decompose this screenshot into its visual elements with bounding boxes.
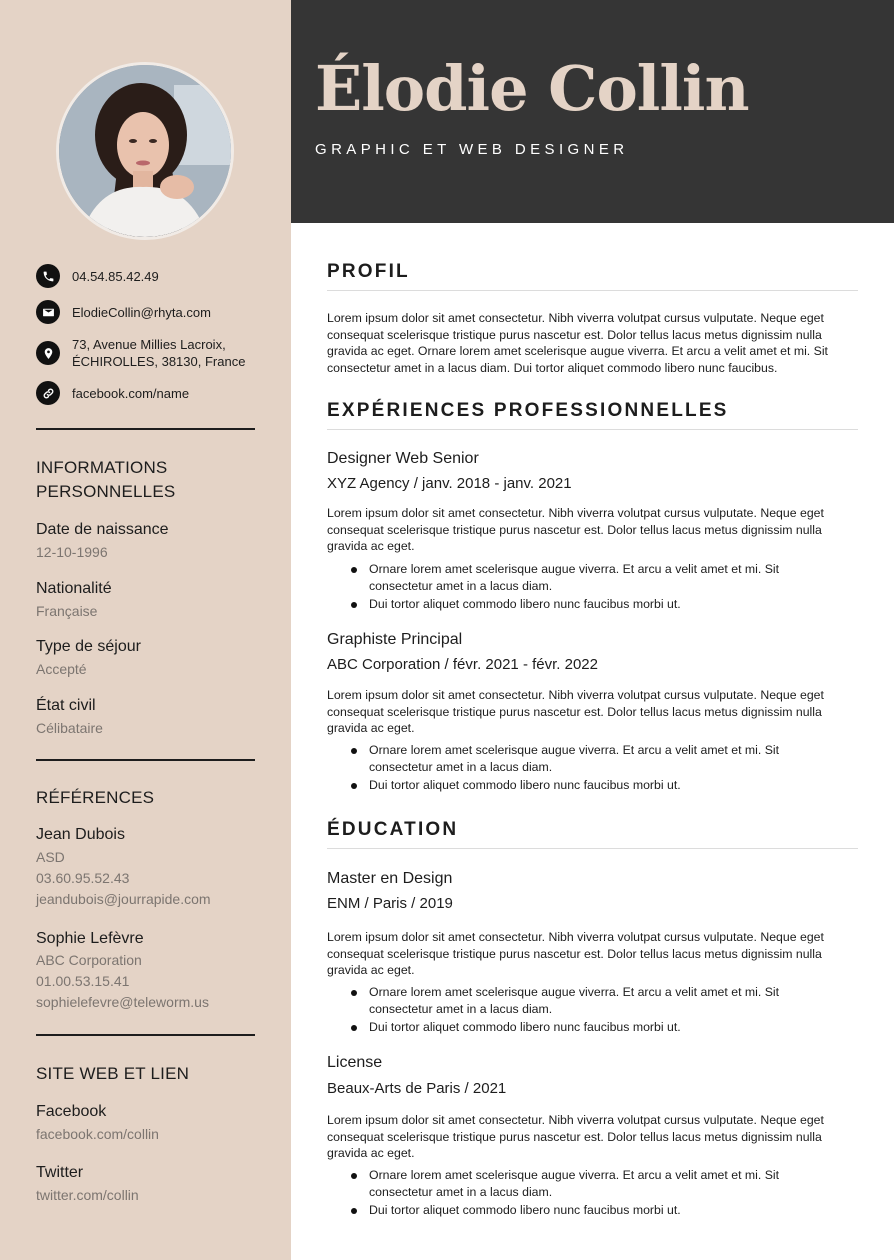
address-line-2: ÉCHIROLLES, 38130, France [72, 354, 246, 369]
experience-1-title: Designer Web Senior [327, 450, 479, 467]
reference-2-name: Sophie Lefèvre [36, 930, 144, 947]
sidebar-divider [36, 759, 255, 761]
contact-email [36, 300, 266, 324]
residency-type-value: Accepté [36, 661, 87, 677]
experience-2-bullets [351, 742, 821, 796]
candidate-name: Élodie Collin [315, 52, 749, 125]
experience-1-subtitle: XYZ Agency / janv. 2018 - janv. 2021 [327, 475, 572, 492]
section-rule [327, 290, 858, 291]
personal-info-heading-line-1: INFORMATIONS [36, 458, 168, 477]
facebook-link[interactable]: facebook.com/collin [36, 1126, 159, 1142]
sidebar-divider [36, 1034, 255, 1036]
phone-number: 04.54.85.42.49 [72, 269, 159, 284]
twitter-label: Twitter [36, 1164, 84, 1181]
experience-heading: EXPÉRIENCES PROFESSIONNELLES [327, 400, 729, 421]
profile-photo [56, 62, 234, 240]
section-rule [327, 848, 858, 849]
experience-2-description: Lorem ipsum dolor sit amet consectetur. Nibh viverra volutpat cursus vulputate. Neque eget consequat scelerisque tristique purus nascetur est. Dolor tellus lacus metus dignissim nulla gravida ac eget. [327, 688, 824, 736]
list-item: Dui tortor aliquet commodo libero nunc faucibus morbi ut. [351, 1019, 821, 1036]
list-item: Ornare lorem amet scelerisque augue viverra. Et arcu a velit amet et mi. Sit consectetur amet in a lacus diam. [351, 561, 821, 594]
experience-2-title: Graphiste Principal [327, 631, 463, 648]
phone-icon [36, 264, 60, 288]
reference-2-email[interactable]: sophielefevre@teleworm.us [36, 994, 209, 1010]
address-text [72, 336, 245, 370]
contact-address [36, 336, 266, 370]
education-1-title: Master en Design [327, 870, 453, 887]
nationality-value: Française [36, 603, 98, 619]
experience-1-description: Lorem ipsum dolor sit amet consectetur. Nibh viverra volutpat cursus vulputate. Neque eget consequat scelerisque tristique purus nascetur est. Dolor tellus lacus metus dignissim nulla gravida ac eget. [327, 506, 824, 554]
education-2-description: Lorem ipsum dolor sit amet consectetur. Nibh viverra volutpat cursus vulputate. Neque eget consequat scelerisque tristique purus nascetur est. Dolor tellus lacus metus dignissim nulla gravida ac eget. [327, 1113, 824, 1161]
reference-1-email[interactable]: jeandubois@jourrapide.com [36, 891, 211, 907]
reference-1-name: Jean Dubois [36, 826, 125, 843]
education-2-subtitle: Beaux-Arts de Paris / 2021 [327, 1080, 507, 1097]
location-pin-icon [36, 341, 60, 365]
reference-2-company: ABC Corporation [36, 952, 142, 968]
sidebar [0, 0, 291, 1260]
profile-heading: PROFIL [327, 261, 410, 282]
sidebar-divider [36, 428, 255, 430]
education-1-bullets [351, 984, 821, 1038]
references-heading: RÉFÉRENCES [36, 788, 155, 807]
residency-type-label: Type de séjour [36, 638, 141, 655]
birthdate-label: Date de naissance [36, 521, 169, 538]
reference-1-company: ASD [36, 849, 65, 865]
personal-info-heading [36, 456, 266, 504]
nationality-label: Nationalité [36, 580, 112, 597]
list-item: Ornare lorem amet scelerisque augue viverra. Et arcu a velit amet et mi. Sit consectetur amet in a lacus diam. [351, 742, 821, 775]
birthdate-value: 12-10-1996 [36, 544, 108, 560]
address-line-1: 73, Avenue Millies Lacroix, [72, 337, 226, 352]
education-1-description: Lorem ipsum dolor sit amet consectetur. Nibh viverra volutpat cursus vulputate. Neque eget consequat scelerisque tristique purus nascetur est. Dolor tellus lacus metus dignissim nulla gravida ac eget. [327, 930, 824, 978]
experience-1-bullets [351, 561, 821, 615]
list-item: Ornare lorem amet scelerisque augue viverra. Et arcu a velit amet et mi. Sit consectetur amet in a lacus diam. [351, 1167, 821, 1200]
mail-icon [36, 300, 60, 324]
links-heading: SITE WEB ET LIEN [36, 1064, 190, 1083]
education-2-title: License [327, 1054, 383, 1071]
education-1-subtitle: ENM / Paris / 2019 [327, 895, 453, 912]
education-2-bullets [351, 1167, 821, 1221]
section-rule [327, 429, 858, 430]
education-heading: ÉDUCATION [327, 819, 459, 840]
profile-text: Lorem ipsum dolor sit amet consectetur. Nibh viverra volutpat cursus vulputate. Neque eget consequat scelerisque tristique purus nascetur est. Dolor tellus lacus metus dignissim nulla gravida ac eget. Ornare lorem amet scelerisque augue viverra. Et arcu a velit amet et mi. Sit consectetur amet in a lacus diam. Dui tortor aliquet commodo libero nunc faucibus. [327, 311, 828, 375]
website-link[interactable]: facebook.com/name [72, 386, 190, 401]
list-item: Dui tortor aliquet commodo libero nunc faucibus morbi ut. [351, 777, 821, 794]
list-item: Dui tortor aliquet commodo libero nunc faucibus morbi ut. [351, 596, 821, 613]
header-banner [291, 0, 894, 223]
list-item: Ornare lorem amet scelerisque augue viverra. Et arcu a velit amet et mi. Sit consectetur amet in a lacus diam. [351, 984, 821, 1017]
link-icon [36, 381, 60, 405]
marital-status-value: Célibataire [36, 720, 103, 736]
twitter-link[interactable]: twitter.com/collin [36, 1187, 139, 1203]
personal-info-heading-line-2: PERSONNELLES [36, 482, 176, 501]
facebook-label: Facebook [36, 1103, 107, 1120]
email-address[interactable]: ElodieCollin@rhyta.com [72, 305, 211, 320]
list-item: Dui tortor aliquet commodo libero nunc faucibus morbi ut. [351, 1202, 821, 1219]
contact-phone [36, 264, 266, 288]
marital-status-label: État civil [36, 697, 96, 714]
reference-1-phone: 03.60.95.52.43 [36, 870, 130, 886]
reference-2-phone: 01.00.53.15.41 [36, 973, 130, 989]
experience-2-subtitle: ABC Corporation / févr. 2021 - févr. 2022 [327, 656, 598, 673]
candidate-role: GRAPHIC ET WEB DESIGNER [315, 141, 629, 158]
contact-website [36, 381, 266, 405]
